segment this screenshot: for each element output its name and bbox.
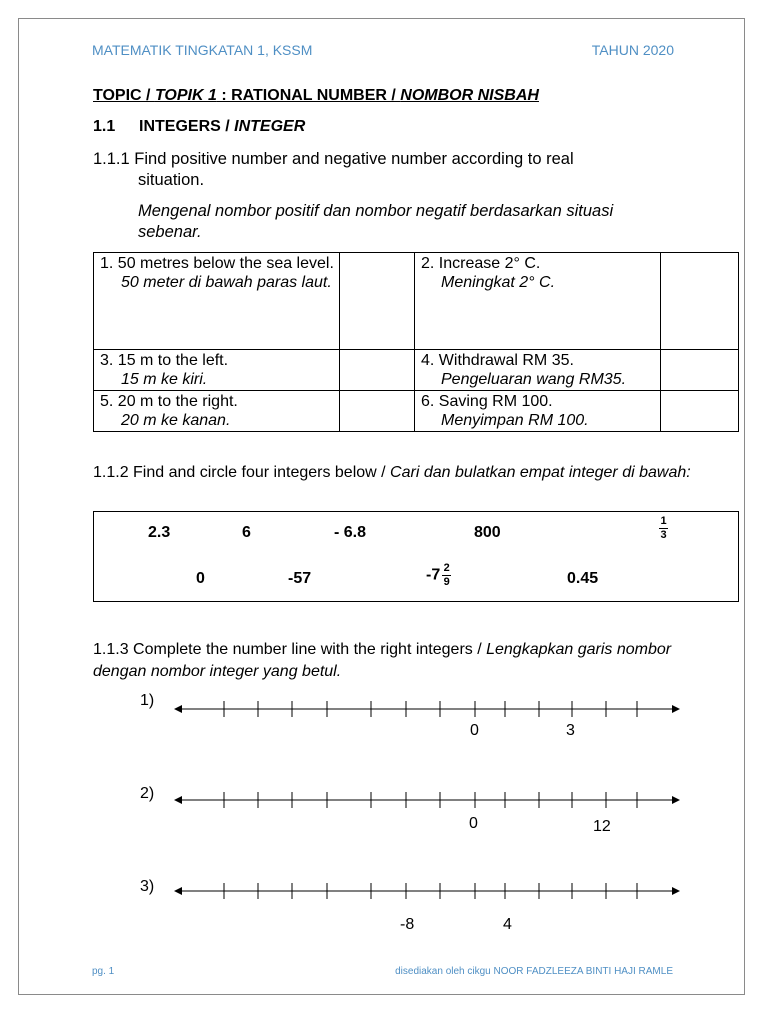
- topic-en: TOPIC /: [93, 87, 155, 104]
- number-neg-7-2-9[interactable]: -7 $\frac{2}{9}$: [426, 562, 450, 588]
- topic-en-name: : RATIONAL NUMBER /: [216, 87, 401, 104]
- fraction-two-ninths: $\frac{2}{9}$: [443, 562, 450, 588]
- number-neg-6-8[interactable]: - 6.8: [334, 524, 367, 541]
- sub1-en: 1.1.1 Find positive number and negative number according to real: [93, 150, 574, 168]
- line-3-tick-neg-8: -8: [400, 916, 415, 933]
- section-number: 1.1: [93, 118, 116, 135]
- number-0-45[interactable]: 0.45: [567, 570, 599, 587]
- line-1-tick-0: 0: [470, 722, 479, 739]
- number-0[interactable]: 0: [196, 570, 205, 587]
- situation-2: 2. Increase 2° C. Meningkat 2° C.: [415, 253, 661, 350]
- line-1-tick-3: 3: [566, 722, 575, 739]
- header-subject: MATEMATIK TINGKATAN 1, KSSM: [92, 42, 313, 58]
- sub1-ms: Mengenal nombor positif dan nombor negatif berdasarkan situasi sebenar.: [138, 202, 614, 241]
- situation-3: 3. 15 m to the left. 15 m ke kiri.: [94, 350, 340, 391]
- line-2-label: 2): [140, 785, 155, 802]
- situation-2-ms: Meningkat 2° C.: [441, 274, 556, 291]
- sub3-en: 1.1.3 Complete the number line with the right integers /: [93, 641, 487, 658]
- number-neg-57[interactable]: -57: [288, 570, 312, 587]
- line-2-tick-0: 0: [469, 815, 478, 832]
- number-6[interactable]: 6: [242, 524, 251, 541]
- footer-page: pg. 1: [92, 966, 115, 977]
- situation-6-ms: Menyimpan RM 100.: [441, 412, 589, 429]
- line-1-label: 1): [140, 692, 155, 709]
- footer-author: disediakan oleh cikgu NOOR FADZLEEZA BINTI HAJI RAMLE: [395, 966, 673, 977]
- line-2-tick-12: 12: [593, 818, 611, 835]
- sub2-ms: Cari dan bulatkan empat integer di bawah:: [390, 464, 691, 481]
- situation-4-ms: Pengeluaran wang RM35.: [441, 371, 627, 388]
- section-en: INTEGERS /: [139, 118, 235, 135]
- topic-ms-number: TOPIK 1: [154, 87, 217, 104]
- number-line-1: [180, 701, 678, 717]
- number-2-3[interactable]: 2.3: [148, 524, 171, 541]
- situation-4: 4. Withdrawal RM 35. Pengeluaran wang RM35.: [415, 350, 661, 391]
- situation-5-ms: 20 m ke kanan.: [121, 412, 231, 429]
- situation-1-ms: 50 meter di bawah paras laut.: [121, 274, 332, 291]
- section-ms: INTEGER: [234, 118, 306, 135]
- situation-1: 1. 50 metres below the sea level. 50 meter di bawah paras laut.: [94, 253, 340, 350]
- sub1-en-cont: situation.: [138, 171, 205, 189]
- number-line-3: [180, 883, 678, 899]
- sub2-en: 1.1.2 Find and circle four integers below /: [93, 464, 391, 481]
- line-3-tick-4: 4: [503, 916, 512, 933]
- sub3-ms: Lengkapkan garis nombor dengan nombor integer yang betul.: [93, 641, 672, 680]
- situation-6: 6. Saving RM 100. Menyimpan RM 100.: [415, 391, 661, 432]
- number-800[interactable]: 800: [474, 524, 501, 541]
- number-line-2: [180, 792, 678, 808]
- header-year: TAHUN 2020: [591, 42, 674, 58]
- situation-5: 5. 20 m to the right. 20 m ke kanan.: [94, 391, 340, 432]
- line-3-label: 3): [140, 878, 155, 895]
- situation-3-ms: 15 m ke kiri.: [121, 371, 208, 388]
- fraction-one-third: $\frac{1}{3}$: [660, 515, 667, 541]
- topic-ms-name: NOMBOR NISBAH: [400, 87, 539, 104]
